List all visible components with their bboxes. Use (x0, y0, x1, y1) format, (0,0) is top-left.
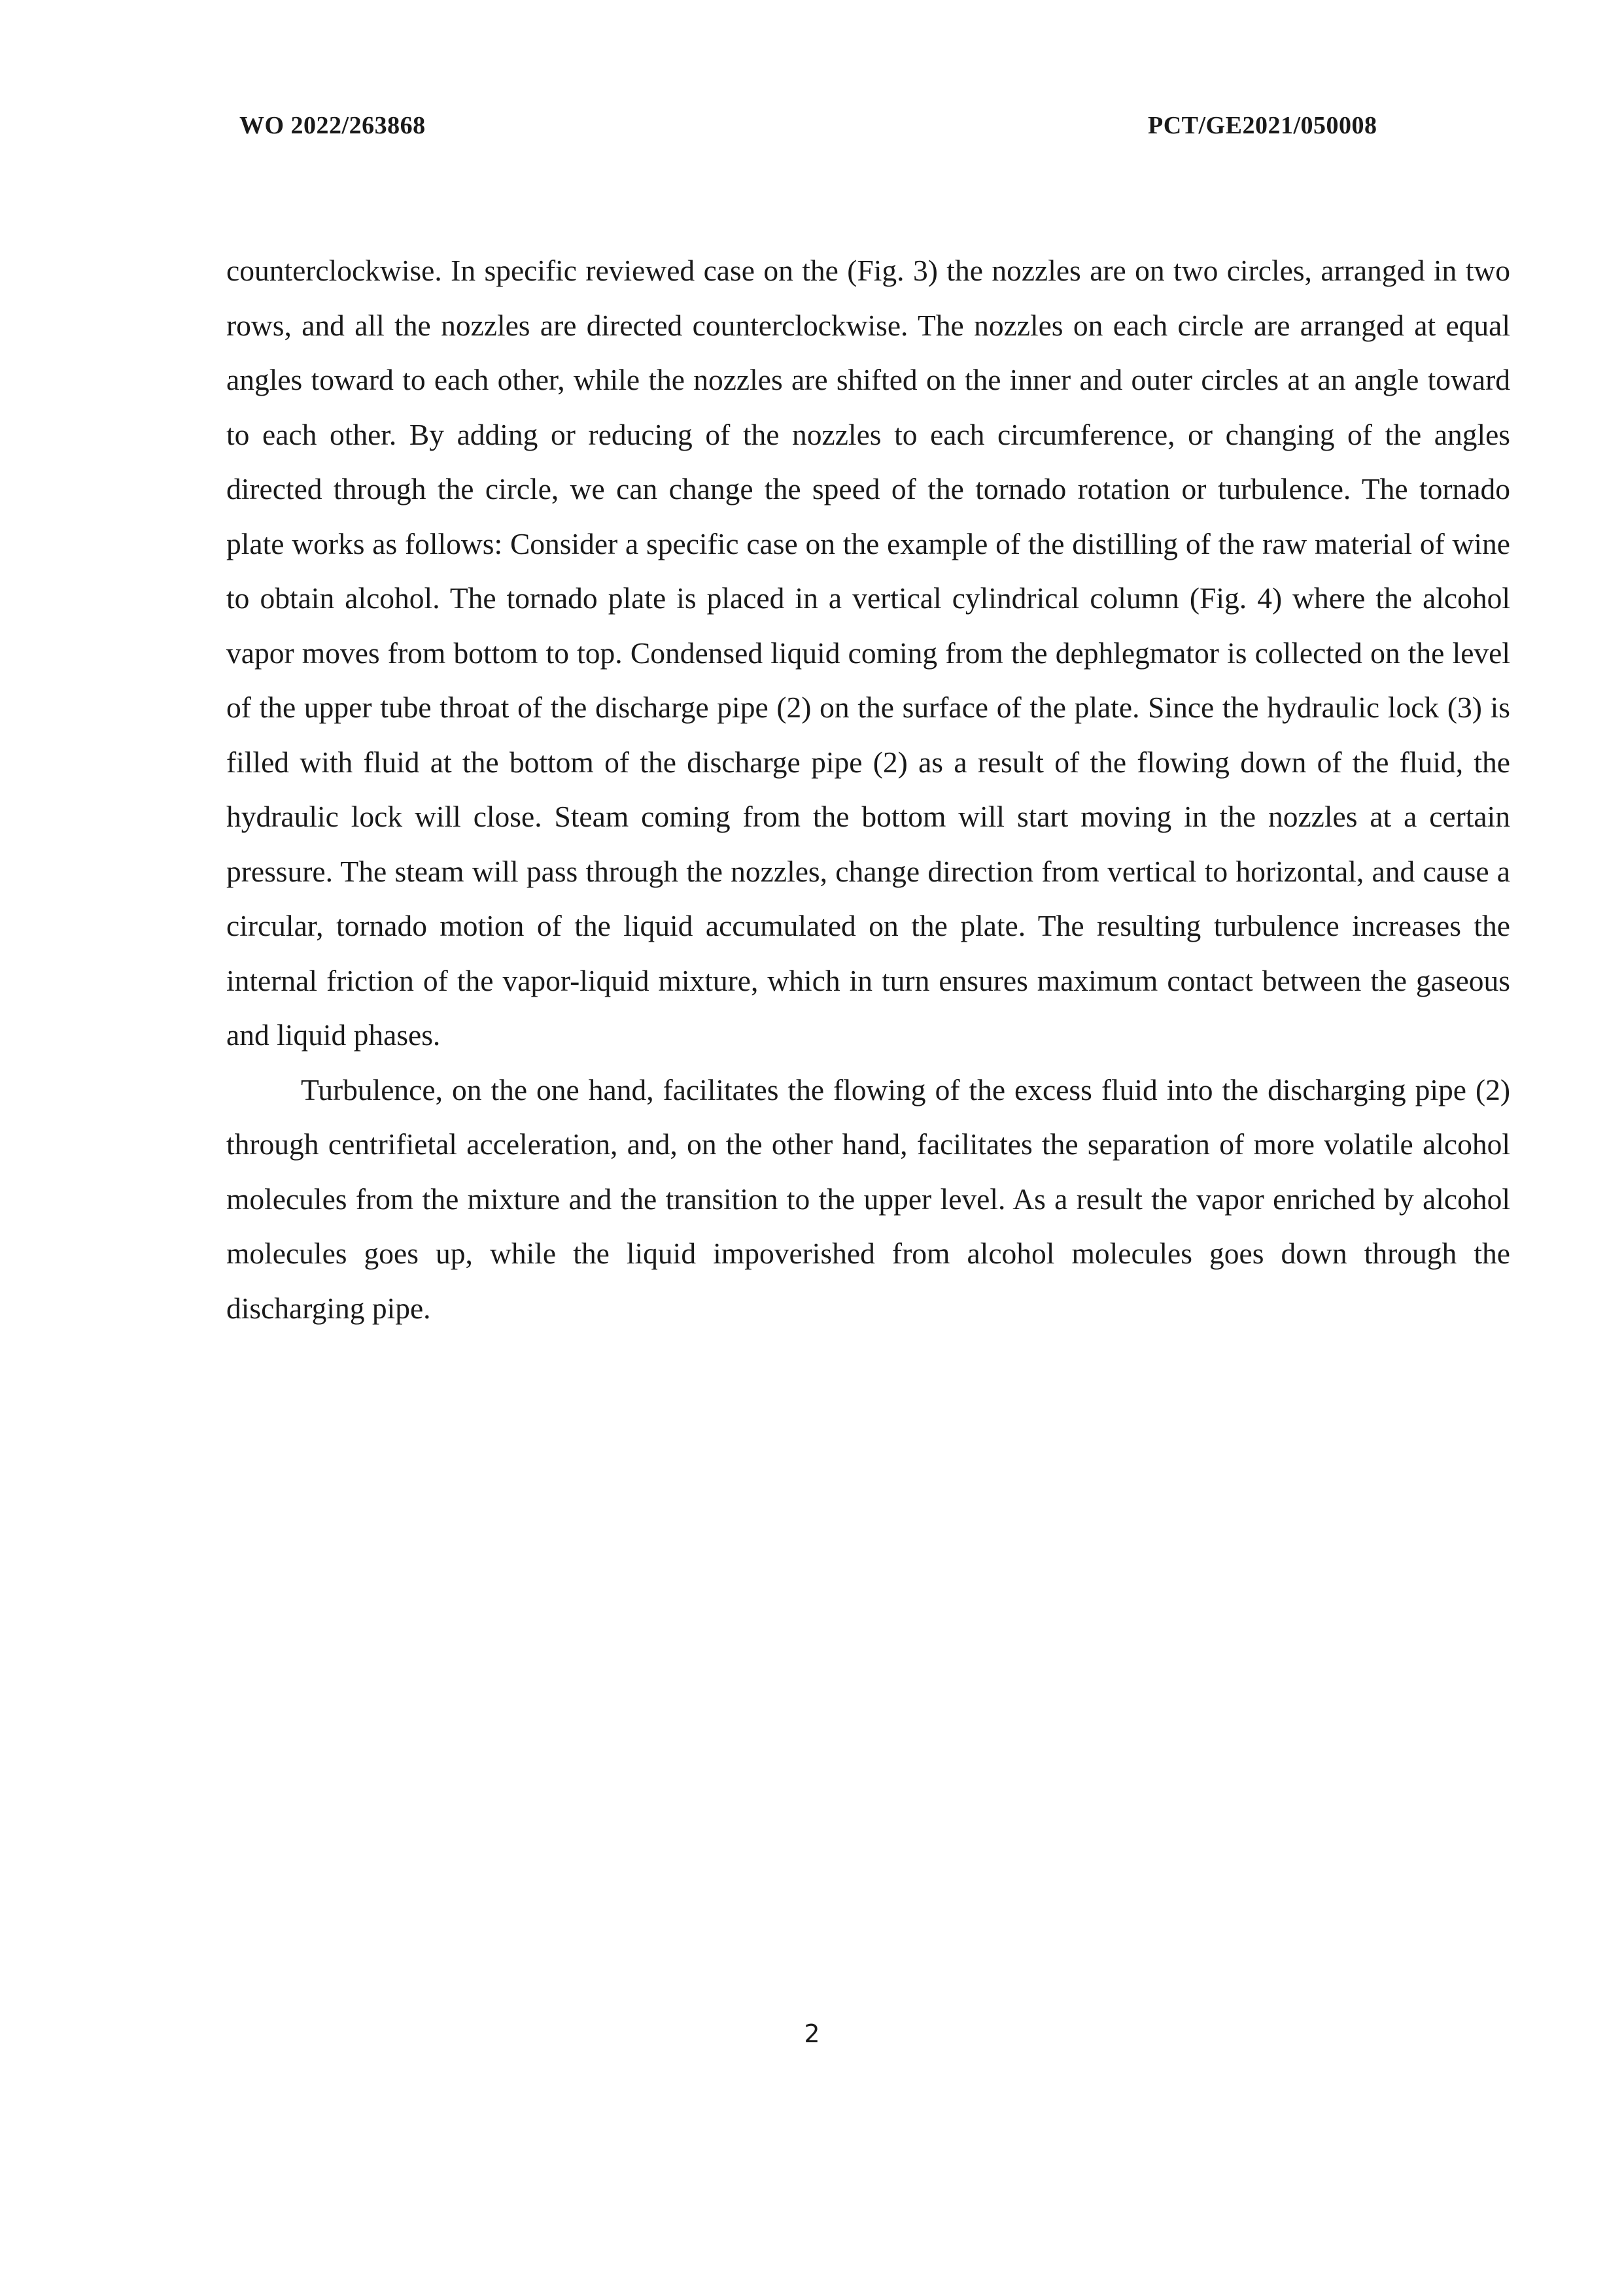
body-text (226, 243, 1510, 1335)
page-number: 2 (804, 2019, 820, 2048)
paragraph-continuation: counterclockwise. In specific reviewed case on the (Fig. 3) the nozzles are on two circles, arranged in two rows, and all the nozzles are directed counterclockwise. The nozzles on each circle are arranged at equal angles toward to each other, while the nozzles are shifted on the inner and outer circles at an angle toward to each other. By adding or reducing of the nozzles to each circumference, or changing of the angles directed through the circle, we can change the speed of the tornado rotation or turbulence. The tornado plate works as follows: Consider a specific case on the example of the distilling of the raw material of wine to obtain alcohol. The tornado plate is placed in a vertical cylindrical column (Fig. 4) where the alcohol vapor moves from bottom to top. Condensed liquid coming from the dephlegmator is collected on the level of the upper tube throat of the discharge pipe (2) on the surface of the plate. Since the hydraulic lock (3) is filled with fluid at the bottom of the discharge pipe (2) as a result of the flowing down of the fluid, the hydraulic lock will close. Steam coming from the bottom will start moving in the nozzles at a certain pressure. The steam will pass through the nozzles, change direction from vertical to horizontal, and cause a circular, tornado motion of the liquid accumulated on the plate. The resulting turbulence increases the internal friction of the vapor-liquid mixture, which in turn ensures maximum contact between the gaseous and liquid phases. (226, 254, 1510, 1052)
application-number: PCT/GE2021/050008 (1148, 112, 1377, 139)
publication-number: WO 2022/263868 (239, 112, 426, 139)
paragraph-turbulence: Turbulence, on the one hand, facilitates the flowing of the excess fluid into the discharging pipe (2) through centrifietal acceleration, and, on the other hand, facilitates the separation of more volatile alcohol molecules from the mixture and the transition to the upper level. As a result the vapor enriched by alcohol molecules goes up, while the liquid impoverished from alcohol molecules goes down through the discharging pipe. (226, 1072, 1510, 1325)
